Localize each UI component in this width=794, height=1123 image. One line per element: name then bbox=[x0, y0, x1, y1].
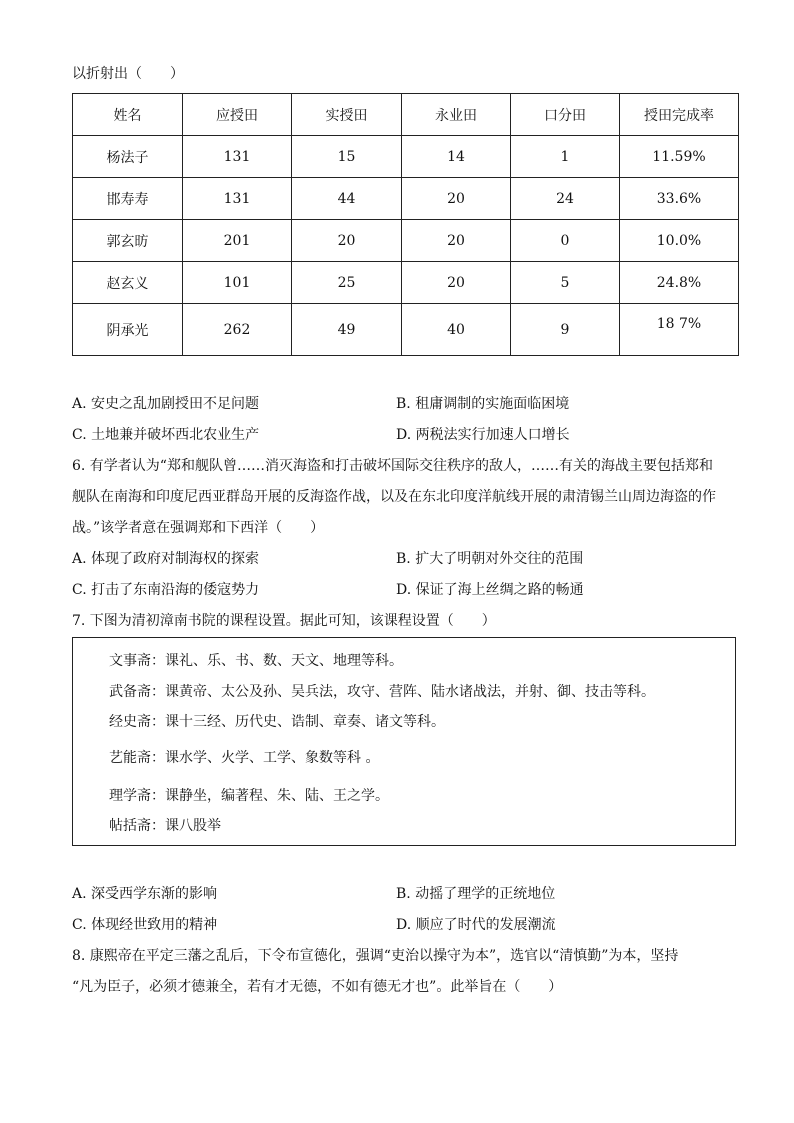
table-cell: 262 bbox=[183, 304, 292, 356]
q6-stem-line-3: 战。”该学者意在强调郑和下西洋（ ） bbox=[72, 520, 325, 536]
curriculum-line: 理学斋：课静坐，编著程、朱、陆、王之学。 bbox=[109, 788, 389, 804]
table-cell: 49 bbox=[292, 304, 402, 356]
table-row bbox=[73, 220, 739, 262]
table-cell: 40 bbox=[402, 304, 511, 356]
q5-option-c: C. 土地兼并破坏西北农业生产 bbox=[72, 427, 260, 443]
header-due-land: 应授田 bbox=[183, 94, 292, 136]
table-cell: 24.8% bbox=[620, 262, 739, 304]
table-cell: 郭玄昉 bbox=[73, 220, 183, 262]
table-cell: 0 bbox=[511, 220, 620, 262]
curriculum-line: 文事斋：课礼、乐、书、数、天文、地理等科。 bbox=[109, 653, 403, 669]
table-row bbox=[73, 304, 739, 356]
table-cell: 20 bbox=[402, 178, 511, 220]
curriculum-line: 帖括斋：课八股举 bbox=[109, 818, 221, 834]
q7-option-a: A. 深受西学东渐的影响 bbox=[72, 886, 218, 902]
table-row bbox=[73, 262, 739, 304]
header-actual-land: 实授田 bbox=[292, 94, 402, 136]
q6-option-a: A. 体现了政府对制海权的探索 bbox=[72, 551, 260, 567]
table-cell: 131 bbox=[183, 178, 292, 220]
table-cell: 赵玄义 bbox=[73, 262, 183, 304]
table-cell: 24 bbox=[511, 178, 620, 220]
table-row bbox=[73, 136, 739, 178]
table-cell: 20 bbox=[402, 262, 511, 304]
q6-option-c: C. 打击了东南沿海的倭寇势力 bbox=[72, 582, 260, 598]
table-cell: 20 bbox=[292, 220, 402, 262]
table-cell: 14 bbox=[402, 136, 511, 178]
header-completion-rate: 授田完成率 bbox=[620, 94, 739, 136]
table-cell: 9 bbox=[511, 304, 620, 356]
q5-option-b: B. 租庸调制的实施面临困境 bbox=[396, 396, 570, 412]
q8-stem-line-2: “凡为臣子，必须才德兼全，若有才无德，不如有德无才也”。此举旨在（ ） bbox=[72, 979, 563, 995]
curriculum-box bbox=[72, 637, 736, 846]
q6-option-d: D. 保证了海上丝绸之路的畅通 bbox=[396, 582, 584, 598]
table-cell: 11.59% bbox=[620, 136, 739, 178]
q6-stem-line-1: 6. 有学者认为“郑和舰队曾……消灭海盗和打击破坏国际交往秩序的敌人，……有关的海战主要包括郑和 bbox=[72, 458, 713, 474]
curriculum-line: 武备斋：课黄帝、太公及孙、吴兵法，攻守、营阵、陆水诸战法，并射、御、技击等科。 bbox=[109, 684, 655, 700]
table-cell: 阴承光 bbox=[73, 304, 183, 356]
q8-stem-line-1: 8. 康熙帝在平定三藩之乱后，下令布宣德化，强调“吏治以操守为本”，选官以“清慎勤”为本，坚持 bbox=[72, 948, 679, 964]
table-cell: 101 bbox=[183, 262, 292, 304]
q7-option-b: B. 动摇了理学的正统地位 bbox=[396, 886, 556, 902]
table-cell: 201 bbox=[183, 220, 292, 262]
curriculum-line: 经史斋：课十三经、历代史、诰制、章奏、诸文等科。 bbox=[109, 714, 445, 730]
header-name: 姓名 bbox=[73, 94, 183, 136]
table-cell: 15 bbox=[292, 136, 402, 178]
header-permanent-land: 永业田 bbox=[402, 94, 511, 136]
header-personal-share-land: 口分田 bbox=[511, 94, 620, 136]
table-row bbox=[73, 178, 739, 220]
table-cell: 杨法子 bbox=[73, 136, 183, 178]
table-cell: 33.6% bbox=[620, 178, 739, 220]
q5-stem-tail: 以折射出（ ） bbox=[72, 66, 184, 82]
q7-option-c: C. 体现经世致用的精神 bbox=[72, 917, 218, 933]
table-cell: 10.0% bbox=[620, 220, 739, 262]
table-cell: 20 bbox=[402, 220, 511, 262]
table-cell: 邯寿寿 bbox=[73, 178, 183, 220]
table-header-row bbox=[73, 94, 739, 136]
land-grant-table bbox=[72, 93, 739, 356]
q5-option-a: A. 安史之乱加剧授田不足问题 bbox=[72, 396, 260, 412]
table-cell: 25 bbox=[292, 262, 402, 304]
q7-stem: 7. 下图为清初漳南书院的课程设置。据此可知，该课程设置（ ） bbox=[72, 613, 496, 629]
q6-stem-line-2: 舰队在南海和印度尼西亚群岛开展的反海盗作战，以及在东北印度洋航线开展的肃清锡兰山周边海盗的作 bbox=[72, 489, 716, 505]
table-cell: 131 bbox=[183, 136, 292, 178]
q6-option-b: B. 扩大了明朝对外交往的范围 bbox=[396, 551, 584, 567]
table-cell: 18 7% bbox=[620, 304, 739, 356]
table-cell: 1 bbox=[511, 136, 620, 178]
curriculum-line: 艺能斋：课水学、火学、工学、象数等科 。 bbox=[109, 750, 380, 766]
table-cell: 44 bbox=[292, 178, 402, 220]
table-cell: 5 bbox=[511, 262, 620, 304]
q7-option-d: D. 顺应了时代的发展潮流 bbox=[396, 917, 556, 933]
q5-option-d: D. 两税法实行加速人口增长 bbox=[396, 427, 570, 443]
